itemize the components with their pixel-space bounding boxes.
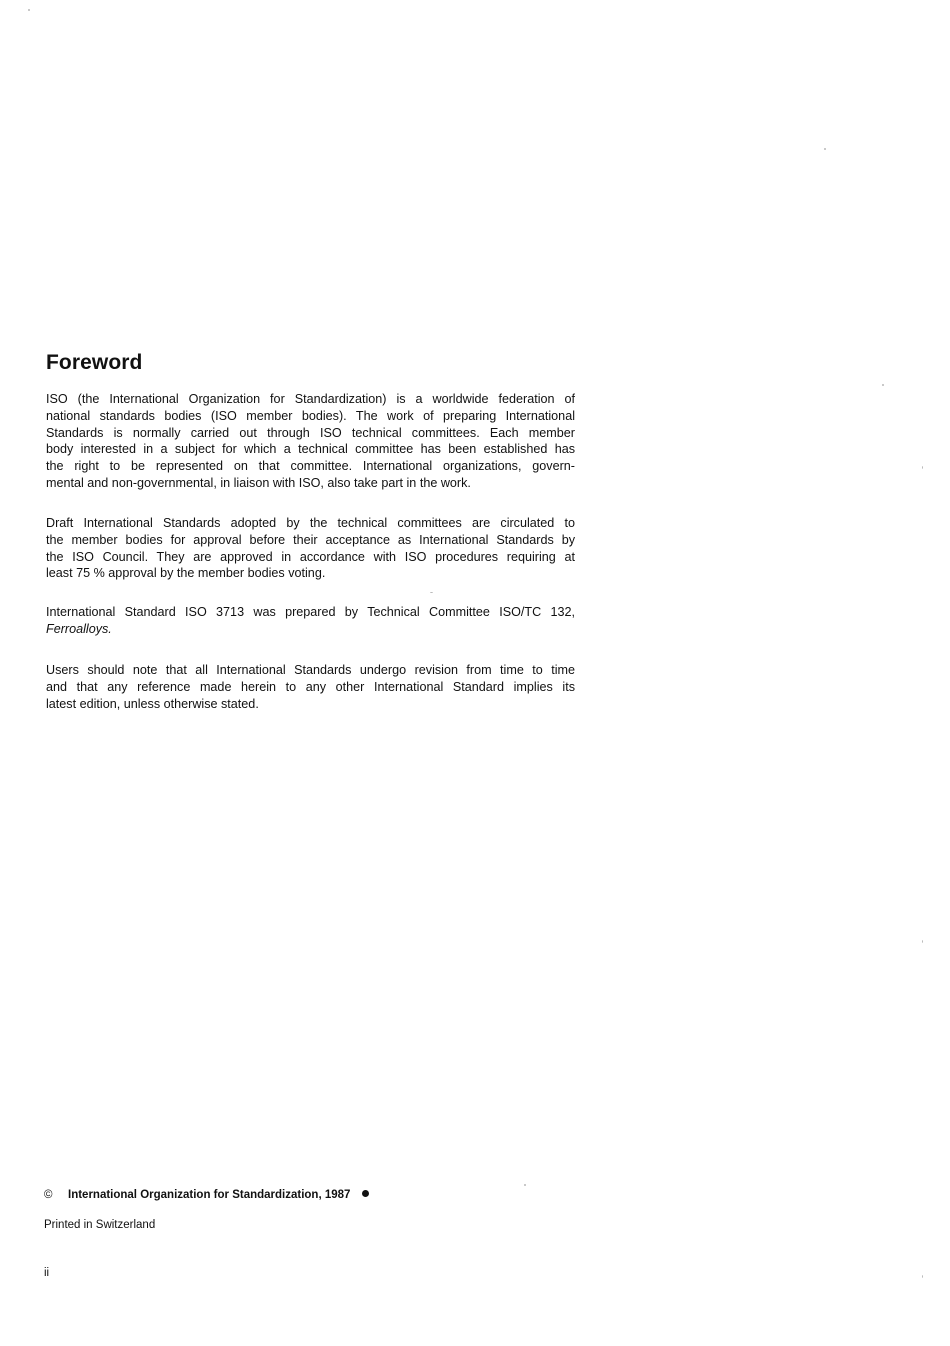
copyright-icon: ©: [44, 1189, 53, 1201]
paragraph-line: the right to be represented on that committee. International organizations, govern-: [46, 459, 575, 474]
page-number: ii: [44, 1267, 50, 1279]
scan-speck: [430, 592, 433, 593]
paragraph-prepared-by: [46, 604, 575, 638]
paragraph-line: Standards is normally carried out through ISO technical committees. Each member: [46, 425, 575, 440]
paragraph-line: national standards bodies (ISO member bodies). The work of preparing International: [46, 408, 575, 423]
scan-speck: [882, 384, 884, 386]
paragraph-iso-description: [46, 391, 575, 492]
copyright-text: International Organization for Standardization, 1987: [68, 1189, 351, 1201]
page-title: Foreword: [46, 351, 143, 374]
scan-speck: [824, 148, 826, 150]
paragraph-line: ISO (the International Organization for Standardization) is a worldwide federation of: [46, 392, 575, 406]
scan-speck: [922, 1275, 923, 1278]
paragraph-line: Users should note that all International Standards undergo revision from time to time: [46, 663, 575, 677]
paragraph-line: International Standard ISO 3713 was prepared by Technical Committee ISO/TC 132,: [46, 605, 575, 619]
paragraph-line: least 75 % approval by the member bodies voting.: [46, 566, 326, 581]
scan-speck: [922, 940, 923, 943]
paragraph-line: Draft International Standards adopted by the technical committees are circulated to: [46, 516, 575, 530]
paragraph-line: and that any reference made herein to any other International Standard implies its: [46, 679, 575, 694]
paragraph-line: the member bodies for approval before their acceptance as International Standards by: [46, 532, 575, 547]
printed-in-text: Printed in Switzerland: [44, 1219, 156, 1231]
scan-speck: [922, 466, 923, 469]
paragraph-line: the ISO Council. They are approved in accordance with ISO procedures requiring at: [46, 549, 575, 564]
committee-title: Ferroalloys.: [46, 621, 112, 636]
paragraph-line: body interested in a subject for which a technical committee has been established has: [46, 442, 575, 457]
paragraph-revision-note: [46, 662, 575, 712]
copyright-notice: [44, 1187, 369, 1203]
paragraph-line: latest edition, unless otherwise stated.: [46, 696, 259, 711]
paragraph-draft-standards: [46, 515, 575, 582]
bullet-dot-icon: [362, 1190, 369, 1197]
scan-speck: [28, 9, 30, 11]
paragraph-line: mental and non-governmental, in liaison with ISO, also take part in the work.: [46, 475, 471, 490]
scan-speck: [524, 1184, 526, 1186]
